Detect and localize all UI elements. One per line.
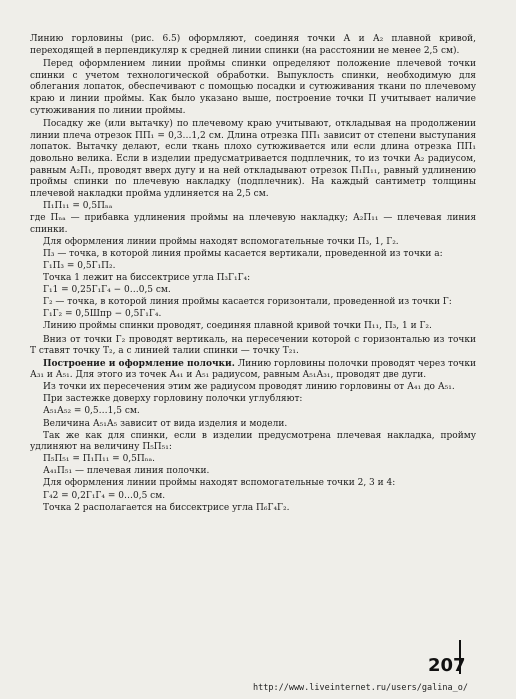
page-number: 207 (428, 655, 466, 676)
paragraph: Перед оформлением линии проймы спинки определяют положение плечевой точки спинки с учетом технологической обработки. Выпуклость спинки, необходимую для облегания лопаток, обеспечивают с помощью посадки и сутюживания ткани по плечевому краю и линии проймы. Как было указано выше, построение точки П учитывает наличие сутюживания по линии проймы. (30, 59, 476, 116)
paragraph: Построение и оформление полочки. Линию горловины полочки проводят через точки А₃₁ и А₅₁. Для этого из точек А₄₁ и А₅₁ радиусом, равным А₅₁А₃₁, проводят две дуги. (30, 358, 477, 381)
paragraph: Для оформления линии проймы находят вспомогательные точки П₃, 1, Г₂. (43, 236, 399, 247)
formula-line: Г₁Г₂ = 0,5Шпр − 0,5Г₁Г₄. (43, 309, 162, 320)
paragraph: Вниз от точки Г₂ проводят вертикаль, на пересечении которой с горизонталью из точки Т ставят точку Т₂, а с линией талии спинки — точку Т₂₁. (30, 334, 476, 357)
source-url: http://www.liveinternet.ru/users/galina_o/ (253, 683, 468, 693)
paragraph: Из точки их пересечения этим же радиусом проводят линию горловины от А₄₁ до А₅₁. (43, 382, 455, 393)
formula-line: А₅₁А₅₂ = 0,5…1,5 см. (43, 406, 140, 417)
formula-line: П₅П₅₁ = П₁П₁₁ = 0,5Пₙₐ. (43, 454, 155, 465)
paragraph: Величина А₅₁А₅ зависит от вида изделия и модели. (43, 418, 288, 429)
paragraph: При застежке доверху горловину полочки углубляют: (43, 394, 303, 405)
paragraph: П₃ — точка, в которой линия проймы касается вертикали, проведенной из точки а: (43, 248, 443, 259)
paragraph: Точка 2 располагается на биссектрисе угла П₆Г₄Г₂. (43, 502, 290, 513)
formula-line: А₄₁П₅₁ — плечевая линия полочки. (43, 466, 210, 477)
paragraph: Для оформления линии проймы находят вспомогательные точки 2, 3 и 4: (43, 478, 396, 489)
paragraph: Линию горловины (рис. 6.5) оформляют, соединяя точки А и А₂ плавной кривой, переходящей в перпендикуляр к средней линии спинки (на расстоянии не менее 2,5 см). (30, 34, 476, 56)
paragraph: Так же как для спинки, если в изделии предусмотрена плечевая накладка, пройму удлиняют на величину П₅П₅₁: (30, 430, 476, 453)
paragraph: где Пₙₐ — прибавка удлинения проймы на плечевую накладку; А₂П₁₁ — плечевая линия спинки. (30, 212, 476, 235)
paragraph: Посадку же (или вытачку) по плечевому краю учитывают, откладывая на продолжении линии плеча отрезок ПП₁ = 0,3…1,2 см. Длина отрезка ПП₁ зависит от степени выступания лопаток. Вытачку делают, если ткань плохо сутюживается или если длина отрезка ПП₁ довольно велика. Если в изделии предусматривается подплечник, то из точки А₂ радиусом, равным А₂П₁, проводят вверх дугу и на ней откладывают отрезок П₁П₁₁, равный удлинению проймы спинки по плечевую накладку (подплечник). На каждый сантиметр толщины плечевой накладки пройма удлиняется на 2,5 см. (30, 119, 476, 199)
paragraph: Линию проймы спинки проводят, соединяя плавной кривой точки П₁₁, П₃, 1 и Г₂. (43, 321, 432, 332)
section-heading: Построение и оформление полочки. (43, 358, 235, 369)
paragraph: Г₂ — точка, в которой линия проймы касается горизонтали, проведенной из точки Г: (43, 297, 452, 308)
paragraph: Точка 1 лежит на биссектрисе угла П₃Г₁Г₄: (43, 272, 251, 283)
body-text (30, 34, 476, 515)
formula-line: П₁П₁₁ = 0,5Пₙₐ (43, 200, 113, 211)
formula-line: Г₁П₃ = 0,5Г₁П₂. (43, 260, 116, 271)
formula-line: Г₄2 = 0,2Г₁Г₄ = 0…0,5 см. (43, 490, 166, 501)
formula-line: Г₁1 = 0,25Г₁Г₄ − 0…0,5 см. (43, 284, 171, 295)
